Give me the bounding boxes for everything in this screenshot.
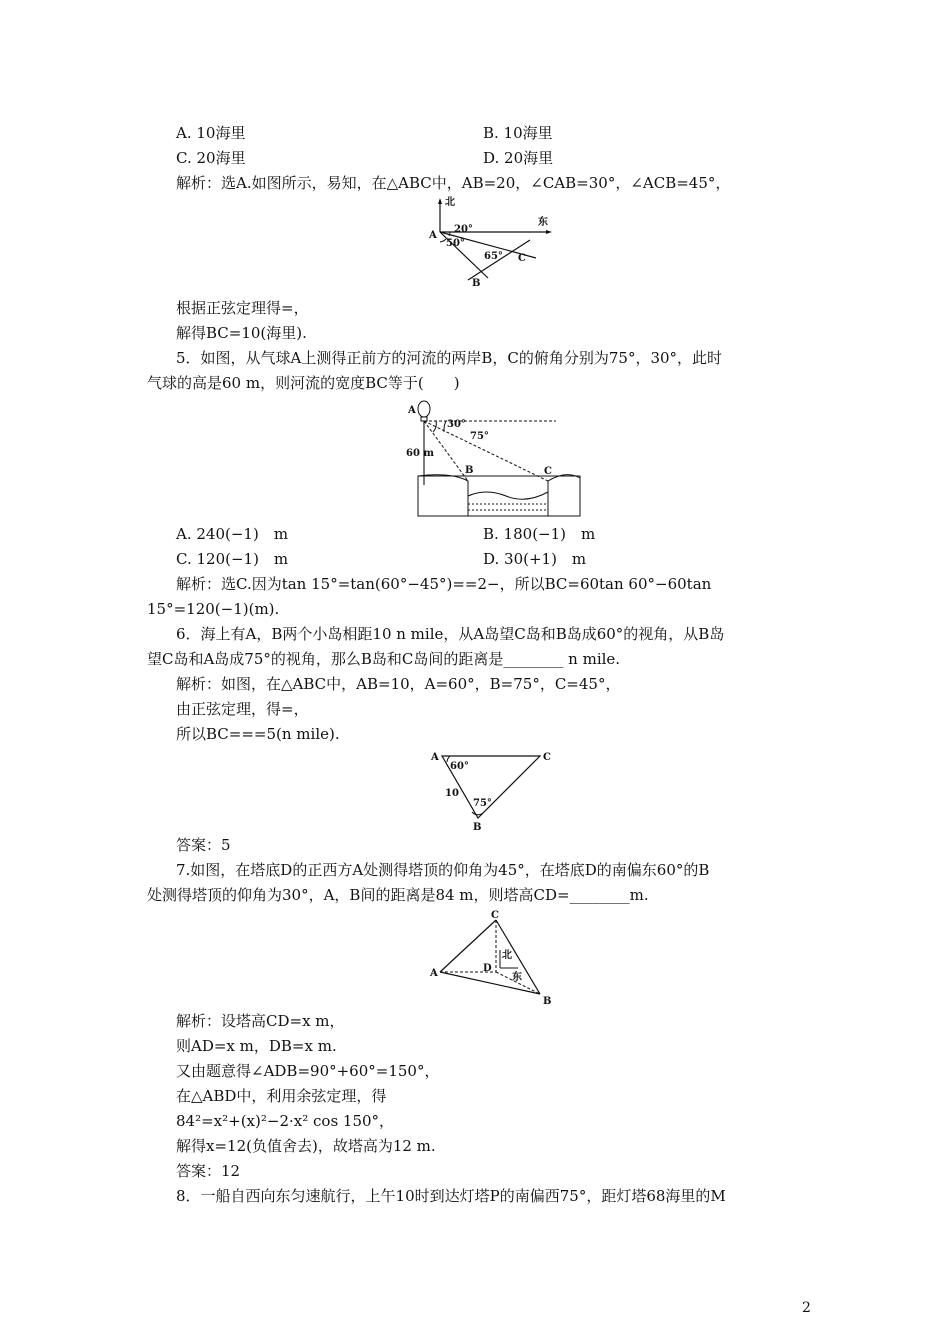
analysis-line: 所以BC===5(n mile). (176, 725, 340, 743)
analysis-line: 解析：设塔高CD=x m， (176, 1012, 345, 1030)
height-label: 60 m (406, 448, 434, 459)
angle-20: 20° (454, 224, 473, 235)
point-c-label: C (518, 253, 526, 264)
option-c: C. 20海里 (176, 149, 246, 167)
answer-line: 答案：12 (176, 1162, 241, 1180)
point-b-label: B (472, 278, 481, 289)
point-a-label: A (408, 405, 416, 416)
point-a-label: A (429, 230, 437, 241)
analysis-line: 在△ABD中，利用余弦定理，得 (176, 1087, 387, 1105)
analysis-line: 解析：选A.如图所示，易知，在△ABC中，AB=20，∠CAB=30°，∠ACB=45°， (176, 174, 731, 192)
point-b-label: B (543, 996, 552, 1007)
analysis-line: 解得x=12(负值舍去)，故塔高为12 m. (176, 1137, 436, 1155)
east-label: 东 (538, 217, 548, 228)
east-label: 东 (512, 972, 522, 983)
side-ab-label: 10 (445, 788, 459, 799)
angle-60: 60° (450, 761, 469, 772)
option-a: A. 10海里 (176, 124, 246, 142)
figure-compass-triangle (428, 196, 558, 288)
question-8-stem: 8．一船自西向东匀速航行，上午10时到达灯塔P的南偏西75°，距灯塔68海里的M (176, 1187, 726, 1205)
point-b-label: B (465, 465, 474, 476)
analysis-line: 解析：如图，在△ABC中，AB=10，A=60°，B=75°，C=45°， (176, 675, 621, 693)
option-c: C. 120(−1) m (176, 550, 289, 568)
option-d: D. 30(+1) m (483, 550, 587, 568)
question-6-stem: 望C岛和A岛成75°的视角，那么B岛和C岛间的距离是________ n mile. (147, 650, 621, 668)
analysis-line: 根据正弦定理得=， (176, 299, 309, 317)
option-d: D. 20海里 (483, 149, 554, 167)
figure-tower (428, 910, 563, 1008)
north-label: 北 (502, 950, 512, 961)
angle-65: 65° (484, 251, 503, 262)
question-7-stem: 7.如图，在塔底D的正西方A处测得塔顶的仰角为45°，在塔底D的南偏东60°的B (176, 861, 710, 879)
point-c-label: C (543, 752, 551, 763)
figure-balloon-river (406, 400, 582, 520)
option-b: B. 10海里 (483, 124, 553, 142)
point-c-label: C (491, 910, 499, 921)
analysis-line: 由正弦定理，得=， (176, 700, 309, 718)
analysis-line: 15°=120(−1)(m). (147, 600, 280, 618)
figure-islands-triangle (428, 746, 558, 832)
point-a-label: A (430, 968, 438, 979)
point-d-label: D (483, 963, 492, 974)
point-c-label: C (544, 466, 552, 477)
analysis-line: 解得BC=10(海里). (176, 324, 307, 342)
option-a: A. 240(−1) m (176, 525, 289, 543)
analysis-line: 则AD=x m，DB=x m. (176, 1037, 337, 1055)
analysis-line: 解析：选C.因为tan 15°=tan(60°−45°)==2−，所以BC=60tan 60°−60tan (176, 575, 712, 593)
angle-75: 75° (470, 431, 489, 442)
angle-50: 50° (446, 238, 465, 249)
question-6-stem: 6．海上有A，B两个小岛相距10 n mile，从A岛望C岛和B岛成60°的视角，从B岛 (176, 625, 725, 643)
north-label: 北 (445, 197, 455, 208)
page-number: 2 (802, 1300, 811, 1316)
analysis-line: 又由题意得∠ADB=90°+60°=150°， (176, 1062, 440, 1080)
answer-line: 答案：5 (176, 836, 231, 854)
question-7-stem: 处测得塔顶的仰角为30°，A，B间的距离是84 m，则塔高CD=________m. (147, 886, 649, 904)
point-a-label: A (431, 752, 439, 763)
angle-30: 30° (447, 419, 466, 430)
analysis-line: 84²=x²+(x)²−2·x² cos 150°， (176, 1112, 395, 1130)
angle-75: 75° (473, 798, 492, 809)
question-5-stem: 气球的高是60 m，则河流的宽度BC等于( ) (147, 374, 460, 392)
option-b: B. 180(−1) m (483, 525, 596, 543)
point-b-label: B (473, 822, 482, 833)
question-5-stem: 5．如图，从气球A上测得正前方的河流的两岸B，C的俯角分别为75°，30°，此时 (176, 349, 723, 367)
